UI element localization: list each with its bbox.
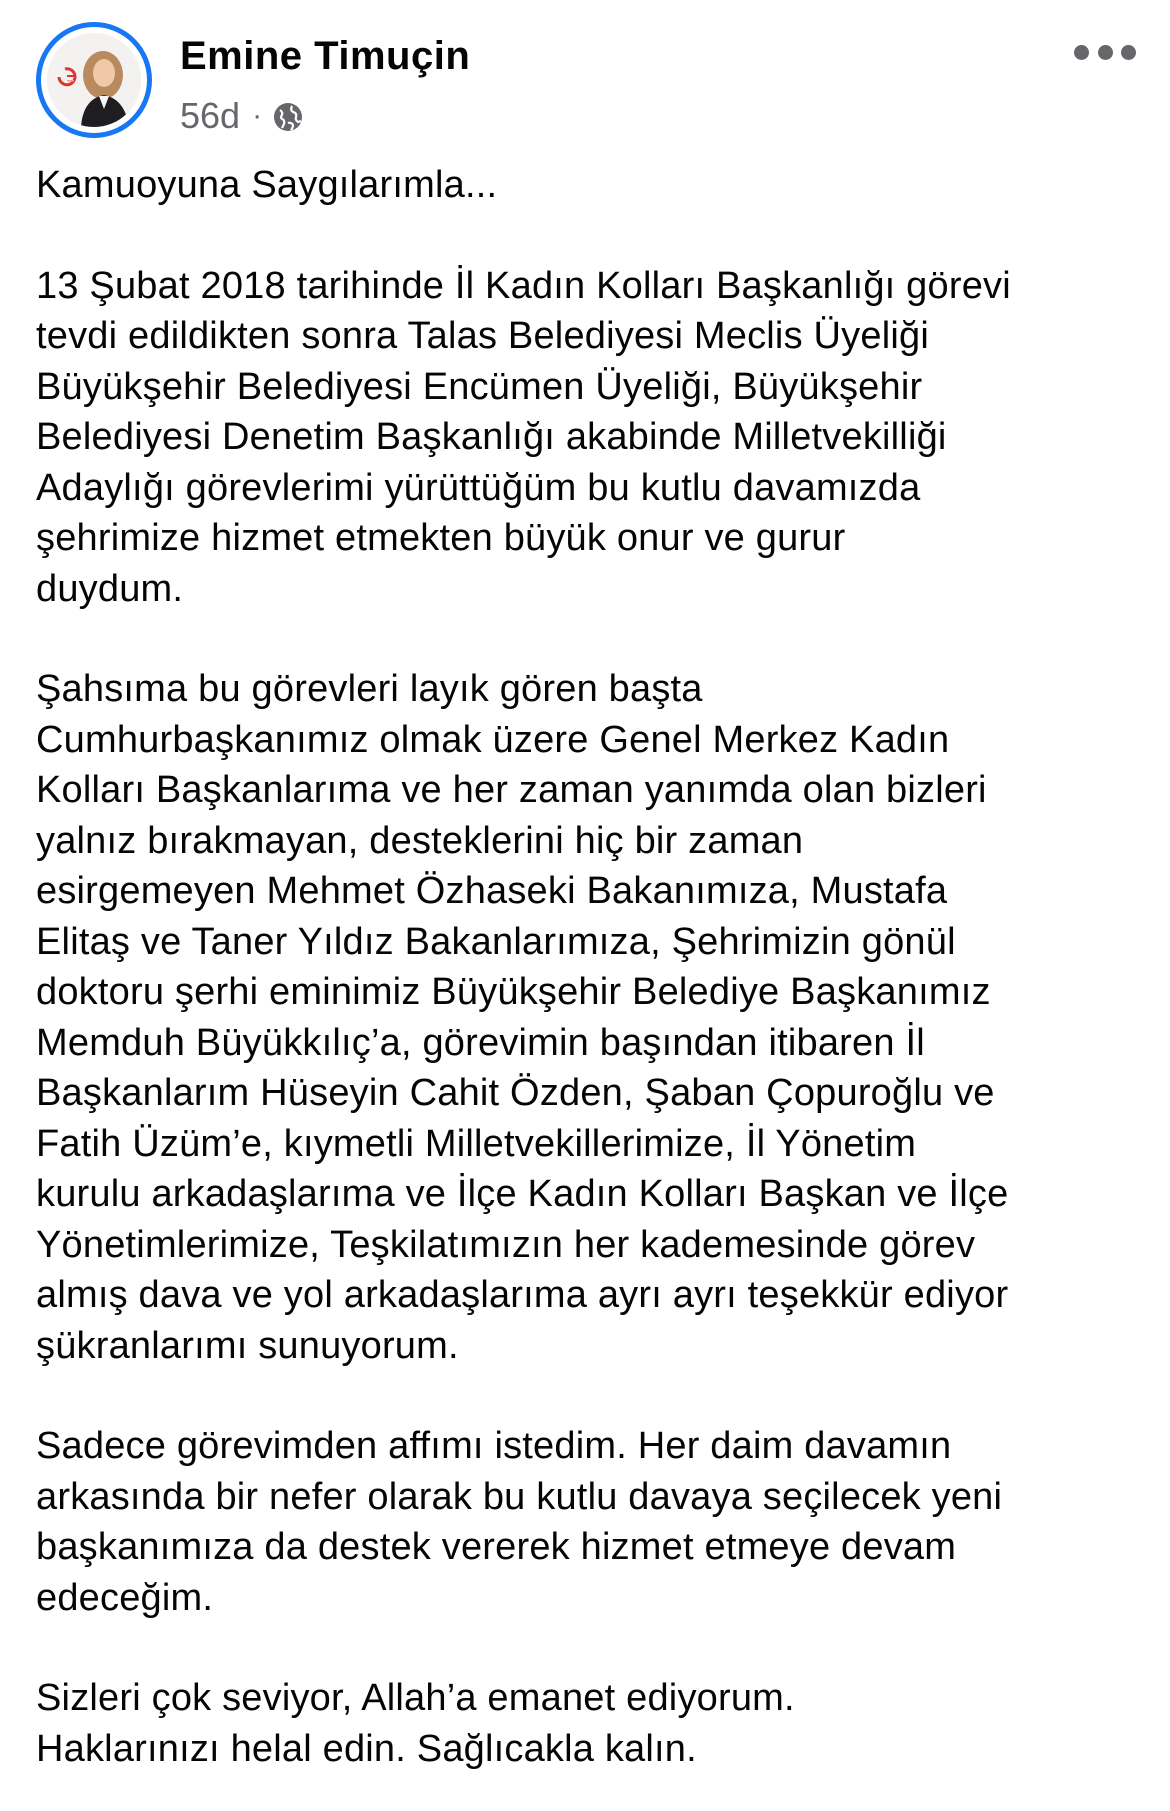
post-paragraph: Şahsıma bu görevleri layık gören başta Cumhurbaşkanımız olmak üzere Genel Merkez Kadın Kolları Başkanlarıma ve her zaman yanımda olan bizleri yalnız bırakmayan, desteklerini hiç bir zaman esirgemeyen Mehmet Özhaseki Bakanımıza, Mustafa Elitaş ve Taner Yıldız Bakanlarımıza, Şehrimizin gönül doktoru şerhi eminimiz Büyükşehir Belediye Başkanımız Memduh Büyükkılıç’a, görevimin başından itibaren İl Başkanlarım Hüseyin Cahit Özden, Şaban Çopuroğlu ve Fatih Üzüm’e, kıymetli Milletvekillerimize, İl Yönetim kurulu arkadaşlarıma ve İlçe Kadın Kolları Başkan ve İlçe Yönetimlerimize, Teşkilatımızın her kademesinde görev almış dava ve yol arkadaşlarıma ayrı ayrı teşekkür ediyor şükranlarımı sunuyorum. xyxy=(36,668,1009,1367)
avatar-photo xyxy=(47,33,141,127)
post-header xyxy=(36,22,1136,142)
avatar-story-ring[interactable] xyxy=(36,22,152,138)
post-paragraph: Kamuoyuna Saygılarımla... xyxy=(36,164,498,206)
meta-separator: · xyxy=(252,99,263,132)
more-dot xyxy=(1121,45,1136,60)
post-meta xyxy=(180,94,304,138)
author-name[interactable]: Emine Timuçin xyxy=(180,34,471,78)
avatar[interactable] xyxy=(47,33,141,127)
more-dot xyxy=(1074,45,1089,60)
post-body xyxy=(36,160,1146,1774)
post-paragraph: Sadece görevimden affımı istedim. Her daim davamın arkasında bir nefer olarak bu kutlu davaya seçilecek yeni başkanımıza da destek vererek hizmet etmeye devam edeceğim. xyxy=(36,1425,1003,1619)
post-timestamp[interactable]: 56d xyxy=(180,95,241,136)
post-paragraph: Sizleri çok seviyor, Allah’a emanet ediyorum. Haklarınızı helal edin. Sağlıcakla kalın. xyxy=(36,1677,795,1770)
more-options-icon[interactable] xyxy=(1074,40,1136,64)
globe-icon[interactable] xyxy=(272,100,304,132)
post-paragraph: 13 Şubat 2018 tarihinde İl Kadın Kolları Başkanlığı görevi tevdi edildikten sonra Talas Belediyesi Meclis Üyeliği Büyükşehir Belediyesi Encümen Üyeliği, Büyükşehir Belediyesi Denetim Başkanlığı akabinde Milletvekilliği Adaylığı görevlerimi yürüttüğüm bu kutlu davamızda şehrimize hizmet etmekten büyük onur ve gurur duydum. xyxy=(36,264,1011,610)
more-dot xyxy=(1098,45,1113,60)
